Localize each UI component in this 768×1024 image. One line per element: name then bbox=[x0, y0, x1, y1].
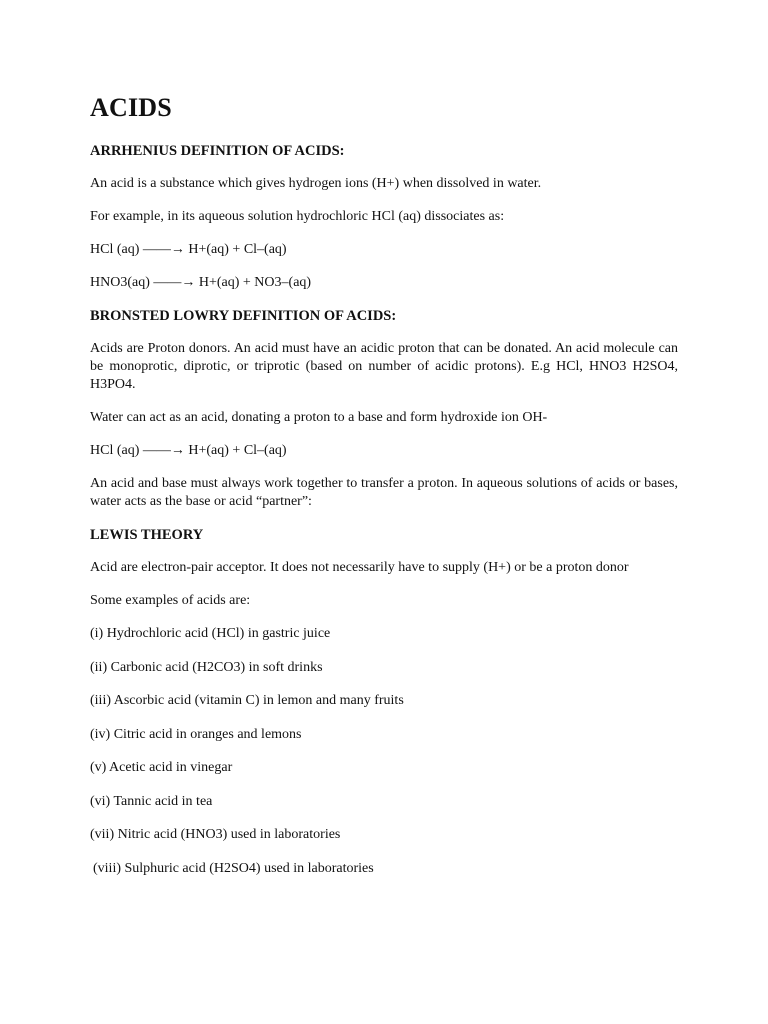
list-item: (iv) Citric acid in oranges and lemons bbox=[90, 726, 302, 742]
list-item: (v) Acetic acid in vinegar bbox=[90, 760, 233, 775]
list-item: (viii) Sulphuric acid (H2SO4) used in laboratories bbox=[93, 860, 374, 876]
arrhenius-equation-hcl: HCl (aq) ——→ H+(aq) + Cl–(aq) bbox=[90, 242, 287, 257]
arrhenius-equation-hno3: HNO3(aq) ——→ H+(aq) + NO3–(aq) bbox=[90, 275, 312, 290]
lewis-heading: LEWIS THEORY bbox=[90, 527, 204, 543]
list-item: (ii) Carbonic acid (H2CO3) in soft drinks bbox=[90, 659, 323, 675]
examples-list bbox=[90, 625, 678, 878]
arrhenius-heading: ARRHENIUS DEFINITION OF ACIDS: bbox=[90, 143, 345, 159]
bronsted-equation: HCl (aq) ——→ H+(aq) + Cl–(aq) bbox=[90, 443, 287, 458]
list-item: (vii) Nitric acid (HNO3) used in laboratories bbox=[90, 827, 341, 842]
bronsted-heading: BRONSTED LOWRY DEFINITION OF ACIDS: bbox=[90, 308, 397, 324]
bronsted-definition: Acids are Proton donors. An acid must have an acidic proton that can be donated. An acid molecule can be monoprotic, diprotic, or triprotic (based on number of acidic protons). E.g HCl, HNO3 H2SO4, H3PO4. bbox=[90, 341, 678, 392]
document-page bbox=[90, 92, 678, 893]
bronsted-partner-text: An acid and base must always work together to transfer a proton. In aqueous solutions of acids or bases, water acts as the base or acid “partner”: bbox=[90, 476, 678, 509]
arrhenius-example-intro: For example, in its aqueous solution hydrochloric HCl (aq) dissociates as: bbox=[90, 209, 505, 224]
arrhenius-definition: An acid is a substance which gives hydrogen ions (H+) when dissolved in water. bbox=[90, 176, 542, 191]
bronsted-water-text: Water can act as an acid, donating a proton to a base and form hydroxide ion OH- bbox=[90, 410, 548, 425]
lewis-definition: Acid are electron-pair acceptor. It does not necessarily have to supply (H+) or be a proton donor bbox=[90, 560, 629, 575]
list-item: (vi) Tannic acid in tea bbox=[90, 793, 213, 809]
list-item: (i) Hydrochloric acid (HCl) in gastric juice bbox=[90, 626, 331, 641]
examples-intro: Some examples of acids are: bbox=[90, 593, 251, 608]
list-item: (iii) Ascorbic acid (vitamin C) in lemon and many fruits bbox=[90, 693, 404, 708]
document-title: ACIDS bbox=[90, 93, 172, 122]
